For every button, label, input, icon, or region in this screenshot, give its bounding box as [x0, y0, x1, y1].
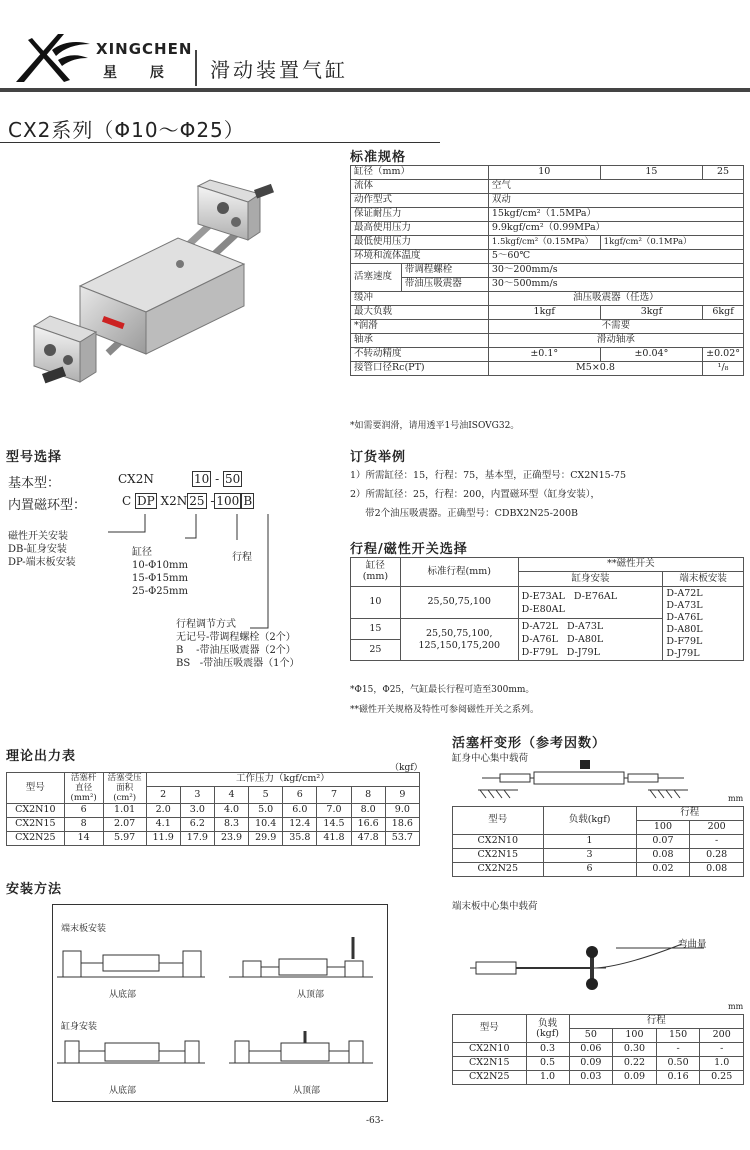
table-cell: 12.4 [283, 818, 317, 832]
order-examples [350, 466, 626, 523]
magnet-label: 内置磁环型： [8, 498, 87, 513]
stroke-title: 行程/磁性开关选择 [350, 542, 468, 557]
stroke-head-bore-unit: (mm) [362, 571, 389, 582]
spec-value: 1kgf [488, 306, 600, 320]
stroke-head-std: 标准行程(mm) [400, 558, 518, 587]
table-cell: 53.7 [385, 832, 419, 846]
end-switch: D-F79L [666, 635, 703, 647]
table-cell: 3 [543, 849, 636, 863]
magnet-x2n: X2N [160, 494, 188, 508]
spec-label: 环境和流体温度 [351, 250, 489, 264]
pressure-val: 7 [317, 787, 351, 804]
force-head-rod: 活塞杆直径(mm²) [64, 773, 103, 804]
basic-bore: 10 [194, 472, 210, 486]
table-cell: 5.97 [103, 832, 146, 846]
switch-model: D-E73AL D-E76AL [521, 590, 618, 602]
d2-stroke: 150 [656, 1029, 700, 1043]
spec-value: 不需要 [488, 320, 743, 334]
table-row [7, 832, 420, 846]
spec-label: 不转动精度 [351, 348, 489, 362]
install-box [52, 904, 388, 1102]
table-cell: 0.09 [569, 1057, 613, 1071]
spec-value: ±0.1° [488, 348, 600, 362]
table-cell: 0.30 [613, 1043, 657, 1057]
spec-head-25: 25 [703, 166, 744, 180]
bore-note [132, 546, 188, 598]
pressure-val: 9 [385, 787, 419, 804]
spec-value: 6kgf [703, 306, 744, 320]
switch-model: D-A72L D-A73L [521, 621, 604, 632]
table-cell: 4.1 [146, 818, 180, 832]
spec-label: 流体 [351, 180, 489, 194]
table-cell: 17.9 [180, 832, 214, 846]
adjust-line: B -带油压吸震器（2个） [176, 645, 296, 656]
page-title: 滑动装置气缸 [210, 58, 348, 82]
series-rule [0, 142, 440, 143]
spec-head-15: 15 [600, 166, 702, 180]
xingchen-logo-icon [12, 30, 94, 86]
pressure-val: 6 [283, 787, 317, 804]
table-cell: 1.01 [103, 804, 146, 818]
table-cell: CX2N10 [453, 1043, 527, 1057]
spec-value: 油压吸震器（任选） [488, 292, 743, 306]
deflect-sub2: 端末板中心集中载荷 [452, 901, 538, 912]
table-cell: CX2N25 [453, 863, 544, 877]
spec-value: 1kgf/cm²（0.1MPa） [600, 236, 743, 250]
order-line: 2）所需缸径：25，行程：200，内置磁环型（缸身安装）， [350, 489, 601, 500]
table-cell: 0.16 [656, 1071, 700, 1085]
d2-head-stroke: 行程 [569, 1015, 743, 1029]
spec-value: ±0.04° [600, 348, 702, 362]
basic-code: CX2N [118, 472, 154, 486]
d1-head-load: 负载(kgf) [543, 807, 636, 835]
table-cell: - [690, 835, 744, 849]
page-number: -63- [366, 1116, 384, 1126]
header-divider [195, 50, 197, 86]
install-end-diagrams [53, 933, 387, 993]
stroke-head-end: 端末板安装 [663, 572, 744, 587]
table-cell: CX2N10 [453, 835, 544, 849]
deflect-unit-2: mm [728, 1002, 744, 1011]
d1-stroke: 200 [690, 821, 744, 835]
deflect-title: 活塞杆变形（参考因数） [452, 736, 607, 751]
stroke-bore: 10 [351, 587, 401, 619]
table-cell: - [656, 1043, 700, 1057]
install-end-label: 端末板安装 [61, 924, 107, 934]
d2-stroke: 200 [700, 1029, 744, 1043]
force-head-area: 活塞受压面积(cm²) [103, 773, 146, 804]
table-cell: 0.50 [656, 1057, 700, 1071]
magnet-c: C [122, 494, 132, 508]
spec-value: 双动 [488, 194, 743, 208]
basic-dash: - [215, 472, 220, 486]
pressure-val: 3 [180, 787, 214, 804]
force-head-model: 型号 [7, 773, 65, 804]
table-row [7, 804, 420, 818]
spec-label: 轴承 [351, 334, 489, 348]
install-title: 安装方法 [6, 882, 63, 897]
table-cell: 3.0 [180, 804, 214, 818]
table-cell: 6.2 [180, 818, 214, 832]
stroke-bore: 25 [351, 640, 401, 661]
stroke-head-mag: **磁性开关 [518, 558, 743, 572]
end-switch: D-A72L [666, 587, 703, 599]
spec-head-bore: 缸径（mm） [351, 166, 489, 180]
table-cell: 47.8 [351, 832, 385, 846]
table-cell: 2.07 [103, 818, 146, 832]
spec-table [350, 165, 744, 376]
table-cell: 8 [64, 818, 103, 832]
deflect-diagram-body [478, 758, 688, 802]
basic-label: 基本型： [8, 476, 61, 491]
stroke-head-bore-label: 缸径 [365, 560, 385, 572]
spec-value: 30～200mm/s [488, 264, 743, 278]
bore-line: 15-Φ15mm [132, 573, 188, 584]
pressure-val: 4 [214, 787, 248, 804]
spec-label: 活塞速度 [351, 264, 402, 292]
bend-label: 弯曲量 [678, 939, 707, 950]
spec-label: 接管口径Rc(PT) [351, 362, 489, 376]
spec-value: 空气 [488, 180, 743, 194]
adjust-note [176, 618, 299, 670]
table-cell: 9.0 [385, 804, 419, 818]
stroke-std: 25,50,75,100, [426, 627, 493, 639]
install-bottom-2: 从底部 [109, 1086, 137, 1096]
end-switch: D-A73L [666, 599, 703, 611]
spec-value: 1.5kgf/cm²（0.15MPa） [488, 236, 600, 250]
table-row [453, 1071, 744, 1085]
model-title: 型号选择 [6, 450, 63, 465]
table-cell: 16.6 [351, 818, 385, 832]
table-cell: CX2N25 [7, 832, 65, 846]
force-head-pressure: 工作压力（kgf/cm²） [146, 773, 419, 787]
stroke-head-body: 缸身安装 [518, 572, 663, 587]
table-cell: 10.4 [249, 818, 283, 832]
table-cell: 0.06 [569, 1043, 613, 1057]
table-cell: 7.0 [317, 804, 351, 818]
table-cell: 0.02 [636, 863, 690, 877]
spec-label: 动作型式 [351, 194, 489, 208]
install-top-2: 从顶部 [293, 1086, 321, 1096]
install-body-diagrams [53, 1031, 387, 1079]
spec-label: 最低使用压力 [351, 236, 489, 250]
switch-mount-note [8, 530, 76, 569]
magnet-adjust: B [243, 494, 253, 508]
end-switch: D-A80L [666, 623, 703, 635]
force-title: 理论出力表 [6, 749, 77, 764]
install-bottom-1: 从底部 [109, 990, 137, 1000]
magnet-bore: 25 [189, 494, 205, 508]
table-cell: 6.0 [283, 804, 317, 818]
adjust-line: 无记号-带调程螺栓（2个） [176, 632, 296, 643]
spec-value: ¹/₈ [703, 362, 744, 376]
spec-value: 15kgf/cm²（1.5MPa） [488, 208, 743, 222]
spec-value: 3kgf [600, 306, 702, 320]
table-cell: 0.08 [636, 849, 690, 863]
pressure-val: 5 [249, 787, 283, 804]
switch-line: DB-缸身安装 [8, 544, 67, 555]
table-cell: CX2N10 [7, 804, 65, 818]
spec-value: 5～60℃ [488, 250, 743, 264]
stroke-bore: 15 [351, 619, 401, 640]
table-row [453, 849, 744, 863]
magnet-code [122, 494, 254, 508]
switch-model: D-A76L D-A80L [521, 634, 604, 645]
spec-title: 标准规格 [350, 150, 407, 165]
end-switch: D-J79L [666, 647, 700, 659]
table-row [453, 863, 744, 877]
force-table [6, 772, 420, 846]
bore-line: 25-Φ25mm [132, 586, 188, 597]
table-cell: 0.28 [690, 849, 744, 863]
table-cell: 0.5 [526, 1057, 569, 1071]
series-title: CX2系列（Φ10～Φ25） [8, 118, 245, 142]
switch-model: D-E80AL [521, 603, 565, 615]
spec-value: 30～500mm/s [488, 278, 743, 292]
table-cell: 0.22 [613, 1057, 657, 1071]
deflect-sub1: 缸身中心集中载荷 [452, 753, 529, 764]
table-row [453, 835, 744, 849]
d2-head-model: 型号 [453, 1015, 527, 1043]
table-cell: 0.07 [636, 835, 690, 849]
stroke-note-2: **磁性开关规格及特性可参阅磁性开关之系列。 [350, 705, 540, 715]
magnet-stroke: 100 [216, 494, 240, 508]
table-cell: 14 [64, 832, 103, 846]
magnet-dash: - [210, 494, 215, 508]
stroke-table [350, 557, 744, 661]
deflect-unit-1: mm [728, 794, 744, 803]
table-cell: 18.6 [385, 818, 419, 832]
table-cell: 23.9 [214, 832, 248, 846]
stroke-note-1: *Φ15，Φ25，气缸最长行程可造至300mm。 [350, 685, 535, 695]
spec-value: ±0.02° [703, 348, 744, 362]
brand-name-en: XINGCHEN [96, 40, 193, 58]
basic-stroke: 50 [225, 472, 241, 486]
table-cell: 6 [543, 863, 636, 877]
cylinder-product-image [28, 178, 288, 398]
table-cell: 0.25 [700, 1071, 744, 1085]
basic-bore-box [192, 472, 242, 486]
deflect-table-2 [452, 1014, 744, 1085]
spec-label: 最大负载 [351, 306, 489, 320]
table-row [453, 1057, 744, 1071]
table-cell: 2.0 [146, 804, 180, 818]
adjust-line: BS -带油压吸震器（1个） [176, 658, 300, 669]
bore-line: 缸径 [132, 547, 152, 558]
table-cell: 41.8 [317, 832, 351, 846]
deflect-table-1 [452, 806, 744, 877]
spec-note: *如需要润滑，请用透平1号油ISOVG32。 [350, 421, 520, 431]
d2-stroke: 100 [613, 1029, 657, 1043]
brand-name-cn: 星 辰 [103, 65, 178, 81]
order-title: 订货举例 [350, 450, 407, 465]
stroke-std: 25,50,75,100 [400, 587, 518, 619]
table-cell: 0.3 [526, 1043, 569, 1057]
table-cell: CX2N15 [7, 818, 65, 832]
spec-label: 保证耐压力 [351, 208, 489, 222]
spec-value: 滑动轴承 [488, 334, 743, 348]
table-cell: 6 [64, 804, 103, 818]
spec-sublabel: 带油压吸震器 [401, 278, 488, 292]
spec-label: 缓冲 [351, 292, 489, 306]
table-cell: - [700, 1043, 744, 1057]
table-cell: 11.9 [146, 832, 180, 846]
d2-head-load: 负载(kgf) [526, 1015, 569, 1043]
table-cell: 0.03 [569, 1071, 613, 1085]
d2-stroke: 50 [569, 1029, 613, 1043]
table-cell: 35.8 [283, 832, 317, 846]
order-line: 带2个油压吸震器。正确型号：CDBX2N25-200B [350, 508, 579, 519]
switch-model: D-F79L D-J79L [521, 647, 600, 658]
table-cell: 8.3 [214, 818, 248, 832]
install-body-label: 缸身安装 [61, 1022, 98, 1032]
d1-head-model: 型号 [453, 807, 544, 835]
spec-value: M5×0.8 [488, 362, 702, 376]
table-cell: 0.09 [613, 1071, 657, 1085]
table-row [453, 1043, 744, 1057]
header-rule [0, 88, 750, 92]
table-cell: CX2N25 [453, 1071, 527, 1085]
switch-line: DP-端末板安装 [8, 557, 76, 568]
d1-stroke: 100 [636, 821, 690, 835]
stroke-head-bore [351, 558, 401, 587]
table-cell: CX2N15 [453, 1057, 527, 1071]
switch-line: 磁性开关安装 [8, 531, 68, 542]
spec-head-10: 10 [488, 166, 600, 180]
table-cell: CX2N15 [453, 849, 544, 863]
spec-value: 9.9kgf/cm²（0.99MPa） [488, 222, 743, 236]
table-cell: 8.0 [351, 804, 385, 818]
table-cell: 4.0 [214, 804, 248, 818]
pressure-val: 2 [146, 787, 180, 804]
table-cell: 5.0 [249, 804, 283, 818]
d1-head-stroke: 行程 [636, 807, 743, 821]
table-cell: 0.08 [690, 863, 744, 877]
page-header [0, 0, 750, 100]
bore-line: 10-Φ10mm [132, 560, 188, 571]
magnet-dp: DP [137, 494, 155, 508]
table-row [7, 818, 420, 832]
adjust-line: 行程调节方式 [176, 619, 236, 630]
spec-label: 最高使用压力 [351, 222, 489, 236]
table-cell: 1.0 [700, 1057, 744, 1071]
stroke-std: 125,150,175,200 [418, 639, 501, 651]
order-line: 1）所需缸径：15，行程：75，基本型，正确型号：CX2N15-75 [350, 470, 626, 481]
end-switch: D-A76L [666, 611, 703, 623]
table-cell: 1 [543, 835, 636, 849]
spec-label: *润滑 [351, 320, 489, 334]
install-top-1: 从顶部 [297, 990, 325, 1000]
spec-sublabel: 带调程螺栓 [401, 264, 488, 278]
deflect-diagram-end [466, 938, 706, 994]
pressure-val: 8 [351, 787, 385, 804]
table-cell: 29.9 [249, 832, 283, 846]
stroke-note: 行程 [232, 552, 252, 563]
force-unit: （kgf） [390, 763, 423, 773]
table-cell: 14.5 [317, 818, 351, 832]
table-cell: 1.0 [526, 1071, 569, 1085]
